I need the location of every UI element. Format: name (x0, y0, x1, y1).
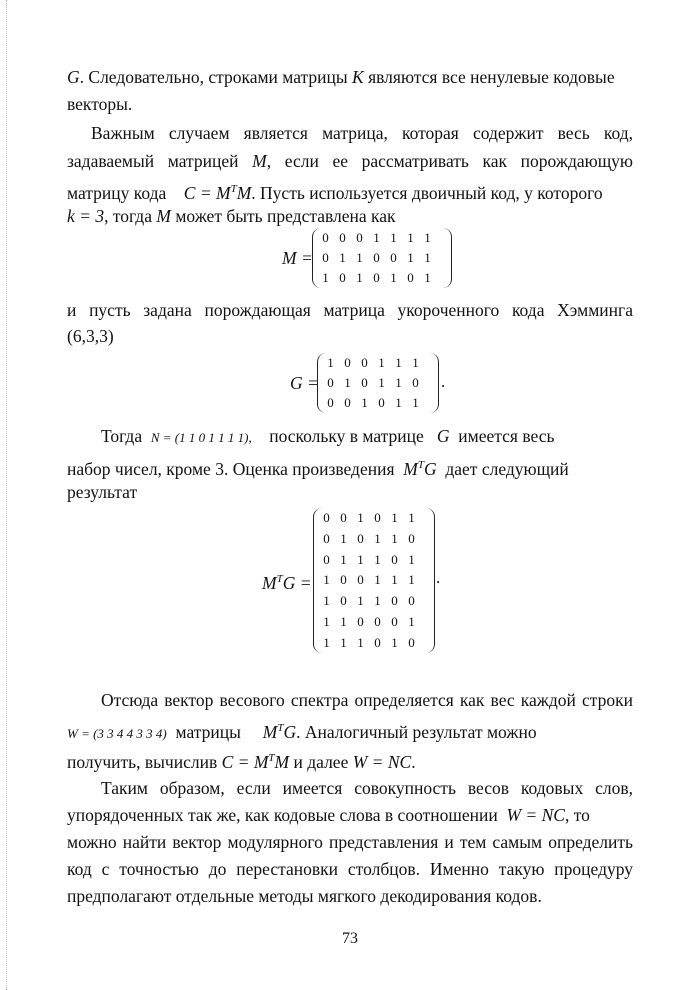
matrix-cell: 1 (412, 355, 419, 370)
matrix-cell: 0 (344, 395, 351, 410)
matrix-m-label: M = (282, 248, 313, 268)
para1-line1: G. Следовательно, строками матрицы K являются все ненулевые кодовые (67, 67, 615, 87)
matrix-cell: 0 (374, 613, 381, 629)
matrix-cell: 1 (344, 375, 351, 390)
matrix-cell: 0 (391, 593, 398, 609)
matrix-row (318, 529, 420, 550)
matrix-cell: 1 (327, 355, 334, 370)
matrix-row (318, 570, 420, 591)
para2-line1: Важным случаем является матрица, которая содержит весь код, (91, 123, 633, 143)
matrix-row (318, 612, 420, 633)
matrix-cell: 0 (378, 395, 385, 410)
matrix-cell: 1 (412, 395, 419, 410)
matrix-g-period: . (441, 372, 446, 391)
matrix-cell: 0 (408, 531, 415, 547)
matrix-cell: 1 (374, 551, 381, 567)
matrix-cell: 1 (408, 551, 415, 567)
matrix-cell: 1 (395, 375, 402, 390)
para2-line2: задаваемый матрицей M, если ее рассматривать как порождающую (67, 151, 633, 171)
page-number: 73 (342, 930, 358, 947)
matrix-cell: 1 (424, 250, 431, 265)
matrix-cell: 1 (391, 531, 398, 547)
matrix-cell: 0 (327, 395, 334, 410)
matrix-cell: 1 (356, 270, 363, 285)
para5-line2: W = (3 3 4 4 3 3 4) матрицы $M^TG$. Аналогичный результат можно (67, 722, 537, 742)
matrix-cell: 0 (361, 355, 368, 370)
matrix-cell: 1 (323, 634, 330, 650)
matrix-cell: 0 (357, 613, 364, 629)
matrix-cell: 0 (340, 572, 347, 588)
para6-line4: код с точностью до перестановки столбцов. Именно такую процедуру (67, 859, 633, 879)
matrix-cell: 0 (361, 375, 368, 390)
matrix-cell: 1 (395, 355, 402, 370)
matrix-cell: 1 (390, 230, 397, 245)
para3-line1: и пусть задана порождающая матрица укороченного кода Хэмминга (67, 300, 633, 320)
matrix-cell: 1 (361, 395, 368, 410)
matrix-cell: 0 (327, 375, 334, 390)
matrix-row (317, 268, 436, 288)
matrix-mtg-table (318, 508, 420, 653)
matrix-cell: 0 (356, 230, 363, 245)
para3-line2: (6,3,3) (67, 326, 114, 346)
matrix-mtg-period: . (436, 568, 441, 587)
matrix-cell: 1 (340, 634, 347, 650)
matrix-cell: 1 (408, 572, 415, 588)
matrix-cell: 1 (374, 572, 381, 588)
para5-line3: получить, вычислив $C = M^TM$ и далее W = NC. (67, 752, 416, 772)
page-edge (6, 0, 7, 990)
matrix-cell: 1 (378, 375, 385, 390)
matrix-cell: 0 (374, 634, 381, 650)
matrix-cell: 0 (408, 634, 415, 650)
matrix-cell: 1 (395, 395, 402, 410)
matrix-g (317, 353, 439, 413)
matrix-cell: 1 (373, 230, 380, 245)
matrix-cell: 1 (424, 270, 431, 285)
matrix-cell: 1 (374, 593, 381, 609)
para4-line2: набор чисел, кроме 3. Оценка произведения $M^TG$ дает следующий (67, 459, 569, 479)
matrix-row (322, 353, 424, 373)
matrix-cell: 1 (390, 270, 397, 285)
matrix-row (318, 591, 420, 612)
matrix-cell: 1 (407, 250, 414, 265)
matrix-cell: 1 (391, 510, 398, 526)
matrix-row (322, 373, 424, 393)
para6-line5: предполагают отдельные методы мягкого декодирования кодов. (67, 886, 542, 906)
matrix-cell: 0 (339, 230, 346, 245)
matrix-cell: 1 (323, 613, 330, 629)
matrix-m-table (317, 228, 436, 288)
matrix-cell: 0 (323, 551, 330, 567)
para6-line2: упорядоченных так же, как кодовые слова в соотношении W = NC, то (67, 805, 590, 825)
matrix-cell: 1 (424, 230, 431, 245)
matrix-cell: 1 (357, 551, 364, 567)
para4-line1: Тогда N = (1 1 0 1 1 1 1), поскольку в матрице G имеется весь (101, 426, 555, 446)
matrix-cell: 0 (408, 593, 415, 609)
para5-line1: Отсюда вектор весового спектра определяется как вес каждой строки (101, 690, 633, 710)
matrix-cell: 1 (407, 230, 414, 245)
matrix-cell: 1 (408, 613, 415, 629)
matrix-cell: 0 (373, 250, 380, 265)
matrix-row (322, 393, 424, 413)
matrix-cell: 1 (322, 270, 329, 285)
matrix-cell: 0 (339, 270, 346, 285)
matrix-row (318, 549, 420, 570)
matrix-cell: 0 (357, 531, 364, 547)
matrix-cell: 0 (323, 510, 330, 526)
para6-line1: Таким образом, если имеется совокупность весов кодовых слов, (101, 778, 633, 798)
matrix-row (317, 248, 436, 268)
matrix-cell: 1 (340, 531, 347, 547)
matrix-cell: 0 (412, 375, 419, 390)
matrix-cell: 1 (391, 572, 398, 588)
matrix-cell: 1 (357, 634, 364, 650)
matrix-cell: 0 (323, 531, 330, 547)
matrix-cell: 0 (340, 510, 347, 526)
matrix-mtg-label: $M^TG$ = (262, 573, 312, 593)
matrix-m (312, 228, 452, 288)
matrix-cell: 0 (374, 510, 381, 526)
matrix-cell: 0 (391, 551, 398, 567)
matrix-cell: 1 (339, 250, 346, 265)
matrix-cell: 0 (391, 613, 398, 629)
matrix-cell: 1 (340, 551, 347, 567)
matrix-cell: 0 (340, 593, 347, 609)
matrix-cell: 0 (322, 230, 329, 245)
matrix-cell: 1 (356, 250, 363, 265)
matrix-mtg (313, 508, 435, 653)
matrix-cell: 1 (357, 510, 364, 526)
matrix-g-label: G = (290, 373, 319, 393)
matrix-cell: 1 (391, 634, 398, 650)
matrix-cell: 1 (357, 593, 364, 609)
matrix-cell: 1 (374, 531, 381, 547)
matrix-row (318, 632, 420, 653)
para4-line3: результат (67, 482, 138, 502)
matrix-row (318, 508, 420, 529)
matrix-cell: 0 (407, 270, 414, 285)
matrix-cell: 1 (408, 510, 415, 526)
matrix-cell: 1 (340, 613, 347, 629)
matrix-cell: 1 (378, 355, 385, 370)
matrix-cell: 0 (344, 355, 351, 370)
matrix-cell: 1 (323, 593, 330, 609)
matrix-cell: 0 (373, 270, 380, 285)
para1-line2: векторы. (67, 94, 133, 114)
para2-line3: матрицу кода $C = M^TM$. Пусть используется двоичный код, у которого (67, 183, 603, 203)
matrix-cell: 0 (322, 250, 329, 265)
para6-line3: можно найти вектор модулярного представления и тем самым определить (67, 832, 633, 852)
matrix-row (317, 228, 436, 248)
matrix-cell: 0 (357, 572, 364, 588)
matrix-g-table (322, 353, 424, 413)
matrix-cell: 1 (323, 572, 330, 588)
para2-line4: k = 3, тогда M может быть представлена как (67, 206, 396, 226)
matrix-cell: 0 (390, 250, 397, 265)
